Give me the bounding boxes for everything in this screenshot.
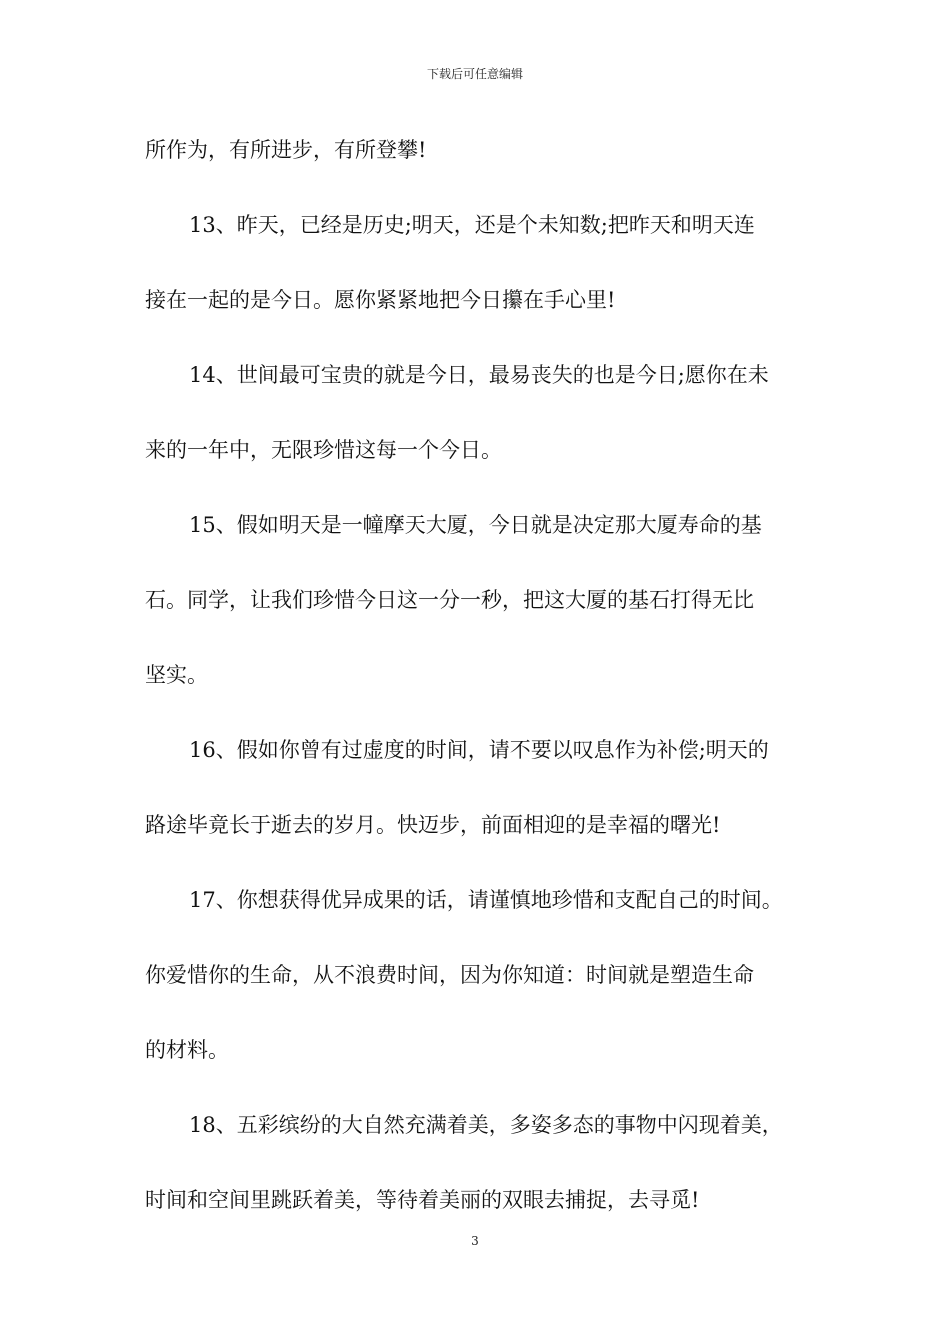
text-line: 时间和空间里跳跃着美，等待着美丽的双眼去捕捉，去寻觅! — [145, 1188, 700, 1212]
text-line: 的材料。 — [145, 1038, 229, 1062]
text-line: 你爱惜你的生命，从不浪费时间，因为你知道：时间就是塑造生命 — [145, 963, 754, 987]
text-line: 石。同学，让我们珍惜今日这一分一秒，把这大厦的基石打得无比 — [145, 588, 754, 612]
page-number: 3 — [471, 1234, 479, 1248]
text-line: 来的一年中，无限珍惜这每一个今日。 — [145, 438, 502, 462]
text-line: 所作为，有所进步，有所登攀! — [145, 138, 427, 162]
text-line-item-14: 14、世间最可宝贵的就是今日，最易丧失的也是今日;愿你在未 — [189, 363, 769, 387]
text-line-item-15: 15、假如明天是一幢摩天大厦，今日就是决定那大厦寿命的基 — [189, 513, 762, 537]
text-line-item-18: 18、五彩缤纷的大自然充满着美，多姿多态的事物中闪现着美， — [189, 1113, 783, 1137]
text-line: 坚实。 — [145, 663, 208, 687]
text-line-item-16: 16、假如你曾有过虚度的时间，请不要以叹息作为补偿;明天的 — [189, 738, 769, 762]
page-header: 下载后可任意编辑 — [426, 67, 523, 81]
text-line-item-13: 13、昨天，已经是历史;明天，还是个未知数;把昨天和明天连 — [189, 213, 755, 237]
text-line: 接在一起的是今日。愿你紧紧地把今日攥在手心里! — [145, 288, 616, 312]
text-line-item-17: 17、你想获得优异成果的话，请谨慎地珍惜和支配自己的时间。 — [189, 888, 783, 912]
text-line: 路途毕竟长于逝去的岁月。快迈步，前面相迎的是幸福的曙光! — [145, 813, 721, 837]
